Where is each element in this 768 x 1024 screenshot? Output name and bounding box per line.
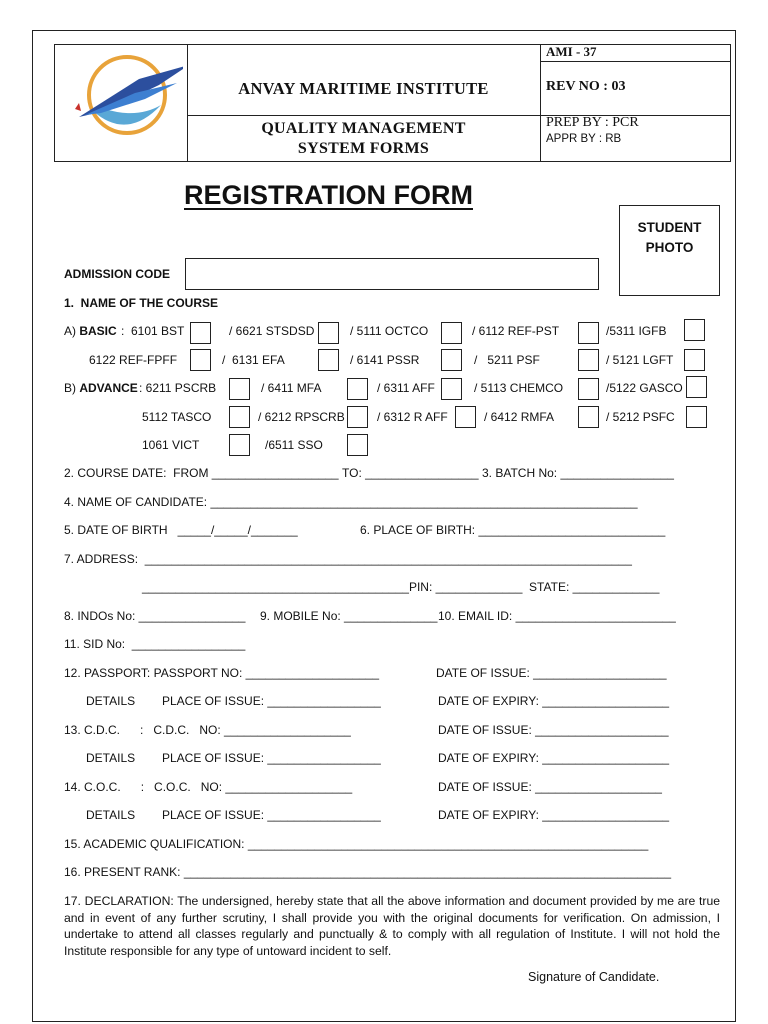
checkbox-6511-sso[interactable]: [347, 434, 368, 456]
academic-qualification-field[interactable]: 15. ACADEMIC QUALIFICATION: ____________________________________________________________: [64, 837, 649, 851]
revision-number: REV NO : 03: [546, 79, 626, 94]
course-option: / 6312 R AFF: [377, 410, 448, 424]
student-photo-box[interactable]: [619, 205, 720, 296]
date-of-birth-field[interactable]: 5. DATE OF BIRTH _____/_____/_______: [64, 523, 298, 537]
course-option: : 6101 BST: [121, 324, 185, 338]
document-code: AMI - 37: [546, 44, 597, 59]
details-label: DETAILS: [86, 808, 136, 822]
candidate-signature-label: Signature of Candidate.: [528, 970, 660, 984]
cdc-expiry-date-field[interactable]: DATE OF EXPIRY: ___________________: [438, 751, 670, 765]
photo-label-line-2: PHOTO: [645, 240, 694, 255]
course-option: / 5113 CHEMCO: [474, 381, 564, 395]
cdc-place-of-issue-field[interactable]: PLACE OF ISSUE: _________________: [162, 751, 381, 765]
course-option: : 6211 PSCRB: [139, 381, 217, 395]
admission-code-label: ADMISSION CODE: [64, 267, 171, 281]
checkbox-6411-mfa[interactable]: [347, 378, 368, 400]
course-option: / 6131 EFA: [222, 353, 285, 367]
admission-code-input[interactable]: [185, 258, 599, 290]
course-option: / 5111 OCTCO: [350, 324, 429, 338]
coc-place-of-issue-field[interactable]: PLACE OF ISSUE: _________________: [162, 808, 381, 822]
course-option: / 6311 AFF: [377, 381, 435, 395]
checkbox-5111-octco[interactable]: [441, 322, 462, 344]
course-option: / 5211 PSF: [474, 353, 540, 367]
indos-number-field[interactable]: 8. INDOs No: ________________: [64, 609, 246, 623]
basic-prefix: A): [64, 324, 80, 338]
checkbox-6141-pssr[interactable]: [441, 349, 462, 371]
course-option: 5112 TASCO: [142, 410, 212, 424]
basic-label: [64, 324, 117, 338]
qms-title-line-1: QUALITY MANAGEMENT: [261, 120, 466, 137]
advance-label-text: ADVANCE: [79, 381, 138, 395]
passport-place-of-issue-field[interactable]: PLACE OF ISSUE: _________________: [162, 694, 381, 708]
checkbox-6621-stsdsd[interactable]: [318, 322, 339, 344]
passport-issue-date-field[interactable]: DATE OF ISSUE: ____________________: [436, 666, 667, 680]
checkbox-5212-psfc[interactable]: [686, 406, 707, 428]
checkbox-5121-lgft[interactable]: [684, 349, 705, 371]
course-option: /5122 GASCO: [606, 381, 683, 395]
photo-label-line-1: STUDENT: [637, 220, 702, 235]
checkbox-6112-ref-pst[interactable]: [578, 322, 599, 344]
checkbox-5211-psf[interactable]: [578, 349, 599, 371]
course-option: / 6621 STSDSD: [229, 324, 315, 338]
ship-logo-icon: [65, 49, 183, 139]
advance-prefix: B): [64, 381, 80, 395]
coc-number-field[interactable]: 14. C.O.C. : C.O.C. NO: ___________________: [64, 780, 353, 794]
course-date-field[interactable]: 2. COURSE DATE: FROM ___________________: [64, 466, 339, 480]
place-of-birth-field[interactable]: 6. PLACE OF BIRTH: ____________________________: [360, 523, 666, 537]
checkbox-6412-rmfa[interactable]: [578, 406, 599, 428]
qms-title: [187, 119, 540, 159]
course-option: 1061 VICT: [142, 438, 200, 452]
coc-issue-date-field[interactable]: DATE OF ISSUE: ___________________: [438, 780, 662, 794]
passport-expiry-date-field[interactable]: DATE OF EXPIRY: ___________________: [438, 694, 670, 708]
form-header: [54, 44, 731, 162]
course-option: / 6141 PSSR: [350, 353, 420, 367]
checkbox-6311-aff[interactable]: [441, 378, 462, 400]
form-title: REGISTRATION FORM: [184, 180, 473, 210]
course-date-to-field[interactable]: TO: _________________: [342, 466, 479, 480]
email-field[interactable]: 10. EMAIL ID: ________________________: [438, 609, 676, 623]
present-rank-field[interactable]: 16. PRESENT RANK: _________________________________________________________________________: [64, 865, 672, 879]
course-option: / 5212 PSFC: [606, 410, 675, 424]
checkbox-5113-chemco[interactable]: [578, 378, 599, 400]
checkbox-6211-pscrb[interactable]: [229, 378, 250, 400]
course-option: / 6412 RMFA: [484, 410, 555, 424]
batch-number-field[interactable]: 3. BATCH No: _________________: [482, 466, 674, 480]
checkbox-5311-igfb[interactable]: [684, 319, 705, 341]
details-label: DETAILS: [86, 694, 136, 708]
course-option: 6122 REF-FPFF: [89, 353, 178, 367]
checkbox-6212-rpscrb[interactable]: [347, 406, 368, 428]
approved-by: APPR BY : RB: [546, 133, 622, 145]
address-field[interactable]: 7. ADDRESS: _________________________________________________________________________: [64, 552, 632, 566]
institute-name: ANVAY MARITIME INSTITUTE: [238, 79, 489, 98]
checkbox-5112-tasco[interactable]: [229, 406, 250, 428]
advance-label: [64, 381, 138, 395]
checkbox-1061-vict[interactable]: [229, 434, 250, 456]
cdc-number-field[interactable]: 13. C.D.C. : C.D.C. NO: ___________________: [64, 723, 351, 737]
declaration-text: 17. DECLARATION: The undersigned, hereby state that all the above information and document provided by me are true and in event of any further scrutiny, I shall provide you with the original documents for verification. On admission, I undertake to attend all classes regularly and punctually & to comply with all regulation of Institute. I will not hold the Institute responsible for any type of untoward incident to self.: [64, 894, 720, 958]
sid-number-field[interactable]: 11. SID No: _________________: [64, 637, 246, 651]
checkbox-5122-gasco[interactable]: [686, 376, 707, 398]
address-line-2-field[interactable]: ________________________________________PIN: _____________ STATE: _____________: [142, 580, 660, 594]
prepared-by: PREP BY : PCR: [546, 115, 639, 130]
passport-number-field[interactable]: 12. PASSPORT: PASSPORT NO: ____________________: [64, 666, 380, 680]
course-option: /6511 SSO: [265, 438, 323, 452]
coc-expiry-date-field[interactable]: DATE OF EXPIRY: ___________________: [438, 808, 670, 822]
course-option: / 6411 MFA: [261, 381, 322, 395]
candidate-name-field[interactable]: 4. NAME OF CANDIDATE: ________________________________________________________________: [64, 495, 638, 509]
checkbox-6101-bst[interactable]: [190, 322, 211, 344]
mobile-number-field[interactable]: 9. MOBILE No: ______________: [260, 609, 438, 623]
details-label: DETAILS: [86, 751, 136, 765]
checkbox-6122-ref-fpff[interactable]: [190, 349, 211, 371]
course-option: /5311 IGFB: [606, 324, 667, 338]
cdc-issue-date-field[interactable]: DATE OF ISSUE: ____________________: [438, 723, 669, 737]
basic-label-text: BASIC: [79, 324, 117, 338]
course-option: / 6212 RPSCRB: [258, 410, 345, 424]
course-heading: 1. NAME OF THE COURSE: [64, 296, 219, 310]
course-option: / 5121 LGFT: [606, 353, 674, 367]
course-option: / 6112 REF-PST: [472, 324, 560, 338]
qms-title-line-2: SYSTEM FORMS: [297, 140, 430, 157]
checkbox-6312-r-aff[interactable]: [455, 406, 476, 428]
checkbox-6131-efa[interactable]: [318, 349, 339, 371]
